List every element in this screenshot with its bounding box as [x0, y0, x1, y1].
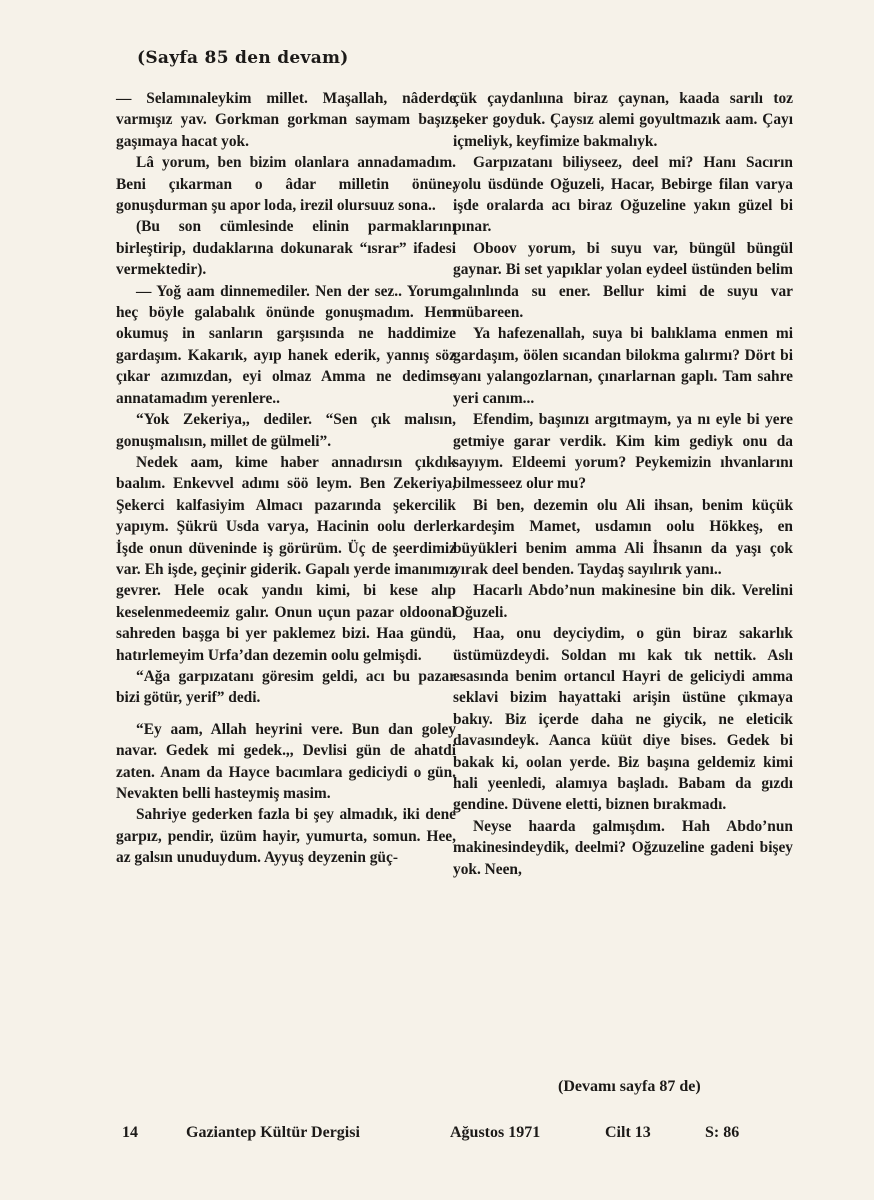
paragraph: Oboov yorum, bi suyu var, büngül büngül gaynar. Bi set yapıklar yolan eydeel üstünden belim galınlında su ener. Bellur kimi de suyu var mübareen.	[453, 239, 793, 322]
paragraph: Garpızatanı biliyseez, deel mi? Hanı Sacırın yolu üsdünde Oğuzeli, Hacar, Bebirge filan varya işde oralarda acı biraz Oğuzeline yakın güzel bi pınar.	[453, 154, 793, 236]
paragraph: çük çaydanlıına biraz çaynan, kaada sarılı toz şeker goyduk. Çaysız alemi goyultmazık aam. Çayı içmeliyk, keyfimize bakmalıyk.	[453, 90, 793, 150]
paragraph: — Selamınaleykim millet. Maşallah, nâderde varmışız yav. Gorkman gorkman saymam başızı gaşımaya hacat yok.	[116, 90, 456, 150]
right-column	[453, 88, 793, 880]
paragraph: Bi ben, dezemin olu Ali ihsan, benim küçük kardeşim Mamet, usdamın oolu Hökkeş, en büyükleri benim amma Ali İhsanın da yaşı çok yırak deel benden. Taydaş sayılırık yanı..	[453, 496, 793, 578]
left-column	[116, 88, 456, 869]
page-footer	[0, 1124, 874, 1148]
paragraph: Lâ yorum, ben bizim olanlara annadamadım. Beni çıkarman o âdar milletin önüne, gonuşdurman şu apor loda, irezil olursuuz sona..	[116, 154, 456, 215]
paragraph: Nedek aam, kime haber annadırsın çıkdık baalım. Enkevvel adımı söö leym. Ben Zekeriya, Şekerci kalfasiyim Almacı pazarında şekercilik yapıym. Şükrü Usda varya, Hacinin oolu derler. İşde onun düveninde iş görürüm. Üç de şeerdimiz var. Eh işde, geçinir giderik. Gapalı yerde imanımız gevrer. Hele ocak yandıı kimi, bi kese alıp keselenmedeemiz galır. Onun uçun pazar oldoonal sahreden başga bi yer paklemez bizi. Haa gündü, hatırlemeyim Urfa’dan dezemin oolu gelmişdi.	[116, 453, 456, 664]
paragraph: “Ağa garpızatanı göresim geldi, acı bu pazar bizi götür, yerif” dedi.	[116, 667, 456, 707]
volume-label: Cilt 13	[605, 1124, 651, 1141]
paragraph: “Ey aam, Allah heyrini vere. Bun dan goley navar. Gedek mi gedek.,, Devlisi gün de ahatdi zaten. Anam da Hayce bacımlara gediciydi o gün. Nevakten belli hasteymiş masim.	[116, 720, 456, 802]
paragraph: Haa, onu deyciydim, o gün biraz sakarlık üstümüzdeydi. Soldan mı kak tık nettik. Aslı esasında benim ortancıl Hayri de geliciydi amma seklavi bizim hayattaki arişin üstüne çıkmaya bakıy. Biz içerde daha ne giycik, ne eleticik davasındeyk. Aanca küüt diye bises. Gedek bi bakak ki, oolan yerde. Biz başına geldemiz kimi hali yeenledi, alamıya başladı. Babam da gızdı gendine. Düvene eletti, biznen bırakmadı.	[453, 625, 793, 814]
magazine-title: Gaziantep Kültür Dergisi	[186, 1124, 360, 1141]
paragraph: Hacarlı Abdo’nun makinesine bin dik. Verelini Oğuzeli.	[453, 582, 793, 621]
paragraph: Sahriye gederken fazla bi şey almadık, iki dene garpız, pendir, üzüm hayir, yumurta, somun. Hee, az galsın unuduydum. Ayyuş deyzenin güç-	[116, 806, 456, 867]
paragraph: Neyse haarda galmışdım. Hah Abdo’nun makinesindeydik, deelmi? Oğzuzeline gadeni bişey yok. Neen,	[453, 817, 793, 878]
paragraph: Efendim, başınızı argıtmaym, ya nı eyle bi yere getmiye garar verdik. Kim kim gediyk onu da sayıym. Eldeemi yorum? Peykemizin ıhvanlarını bilmesseez olur mu?	[453, 411, 793, 493]
issue-number: S: 86	[705, 1124, 740, 1141]
page-number: 14	[122, 1124, 138, 1141]
continued-note: (Devamı sayfa 87 de)	[558, 1078, 701, 1095]
continuation-header: (Sayfa 85 den devam)	[137, 48, 349, 68]
paragraph: — Yoğ aam dinnemediler. Nen der sez.. Yorum, heç böyle galabalık önünde gonuşmadım. Hem okumuş in sanların garşısında ne haddimize gardaşım. Kakarık, ayıp hanek ederik, yannış söz çıkar azımızdan, eyi olmaz Amma ne dedimse annatamadım yerenlere..	[116, 282, 456, 407]
paragraph: Ya hafezenallah, suya bi balıklama enmen mi gardaşım, öölen sıcandan bilokma galırmı? Dört bi yanı yalangozlarnan, çınarlarnan gaplı. Tam sahre yeri canım...	[453, 325, 793, 407]
paragraph: (Bu son cümlesinde elinin parmaklarını birleştirip, dudaklarına dokunarak “ısrar” ifadesi vermektedir).	[116, 218, 456, 279]
issue-date: Ağustos 1971	[450, 1124, 541, 1141]
paragraph: “Yok Zekeriya,, dediler. “Sen çık malısın, gonuşmalısın, millet de gülmeli”.	[116, 411, 456, 450]
